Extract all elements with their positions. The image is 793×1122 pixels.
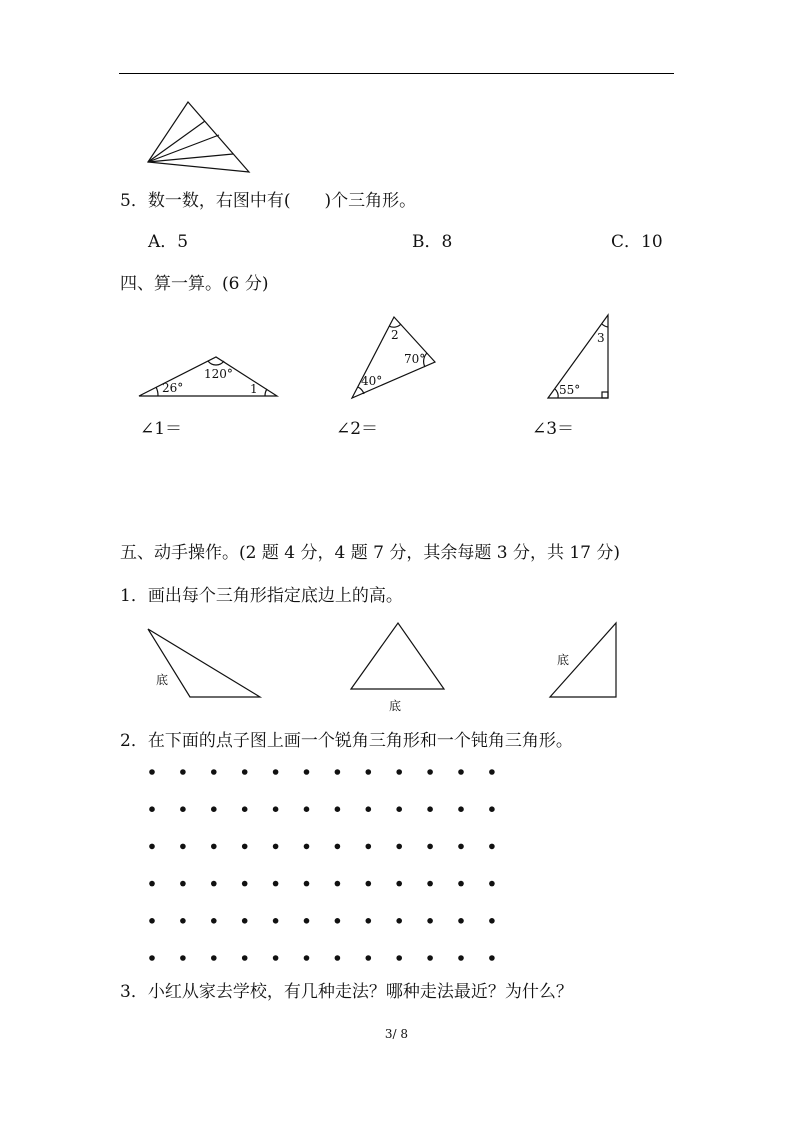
angle-figure-1 — [136, 350, 281, 400]
height-triangle-1 — [145, 626, 265, 702]
grid-dot — [211, 918, 217, 924]
grid-dot — [335, 955, 341, 961]
height-triangle-2 — [348, 620, 448, 692]
grid-dot — [273, 806, 279, 812]
answer-angle-2: ∠2＝ — [336, 419, 379, 439]
grid-dot — [366, 806, 372, 812]
grid-dot — [366, 769, 372, 775]
base-label-3: 底 — [557, 653, 570, 667]
grid-dot — [489, 955, 495, 961]
header-rule — [119, 73, 674, 74]
fig3-angle-3: 3 — [597, 331, 605, 345]
grid-dot — [458, 806, 464, 812]
grid-dot — [273, 955, 279, 961]
page-number: 3/ 8 — [384, 1027, 409, 1041]
grid-dot — [427, 844, 433, 850]
grid-dot — [211, 955, 217, 961]
grid-dot — [211, 769, 217, 775]
grid-dot — [489, 844, 495, 850]
fig2-angle-2: 2 — [391, 328, 399, 342]
grid-dot — [427, 955, 433, 961]
grid-dot — [304, 769, 310, 775]
grid-dot — [396, 806, 402, 812]
grid-dot — [180, 806, 186, 812]
grid-dot — [458, 844, 464, 850]
grid-dot — [242, 806, 248, 812]
grid-dot — [149, 955, 155, 961]
grid-dot — [335, 769, 341, 775]
fig3-angle-55: 55° — [559, 383, 581, 397]
grid-dot — [335, 844, 341, 850]
grid-dot — [304, 881, 310, 887]
grid-dot — [242, 881, 248, 887]
dot-grid — [140, 760, 510, 970]
answer-angle-1: ∠1＝ — [140, 419, 183, 439]
grid-dot — [149, 844, 155, 850]
grid-dot — [304, 844, 310, 850]
grid-dot — [396, 844, 402, 850]
grid-dot — [149, 769, 155, 775]
grid-dot — [211, 806, 217, 812]
grid-dot — [180, 881, 186, 887]
base-label-1: 底 — [156, 673, 169, 687]
grid-dot — [242, 844, 248, 850]
grid-dot — [489, 918, 495, 924]
angle-figure-2 — [346, 312, 441, 402]
fan-triangle-figure — [140, 96, 260, 178]
grid-dot — [273, 769, 279, 775]
fig1-angle-120: 120° — [204, 367, 233, 381]
grid-dot — [396, 955, 402, 961]
q5-option-b: B．8 — [412, 232, 453, 252]
grid-dot — [366, 881, 372, 887]
grid-dot — [427, 918, 433, 924]
q5-option-a: A．5 — [148, 232, 189, 252]
grid-dot — [242, 955, 248, 961]
grid-dot — [335, 806, 341, 812]
grid-dot — [273, 881, 279, 887]
section5-title: 五、动手操作。(2 题 4 分，4 题 7 分，其余每题 3 分，共 17 分) — [120, 543, 621, 563]
grid-dot — [304, 806, 310, 812]
grid-dot — [180, 769, 186, 775]
fig2-angle-40: 40° — [361, 374, 383, 388]
grid-dot — [273, 844, 279, 850]
grid-dot — [489, 806, 495, 812]
grid-dot — [149, 806, 155, 812]
grid-dot — [242, 918, 248, 924]
grid-dot — [458, 918, 464, 924]
grid-dot — [304, 955, 310, 961]
grid-dot — [180, 955, 186, 961]
grid-dot — [489, 881, 495, 887]
grid-dot — [366, 955, 372, 961]
fig1-angle-1: 1 — [250, 382, 258, 396]
section5-q3-label: 3．小红从家去学校，有几种走法？哪种走法最近？为什么？ — [120, 982, 573, 1002]
grid-dot — [427, 769, 433, 775]
section5-q1-label: 1．画出每个三角形指定底边上的高。 — [120, 586, 403, 606]
grid-dot — [273, 918, 279, 924]
q5-option-c: C．10 — [611, 232, 663, 252]
grid-dot — [211, 881, 217, 887]
grid-dot — [366, 844, 372, 850]
grid-dot — [366, 918, 372, 924]
section4-title: 四、算一算。(6 分) — [120, 274, 269, 294]
grid-dot — [458, 881, 464, 887]
grid-dot — [396, 769, 402, 775]
base-label-2: 底 — [389, 699, 402, 713]
grid-dot — [180, 918, 186, 924]
answer-angle-3: ∠3＝ — [532, 419, 575, 439]
grid-dot — [335, 918, 341, 924]
grid-dot — [489, 769, 495, 775]
grid-dot — [427, 881, 433, 887]
grid-dot — [458, 769, 464, 775]
grid-dot — [335, 881, 341, 887]
q5-label: 5．数一数，右图中有( )个三角形。 — [120, 191, 417, 211]
angle-figure-3 — [545, 312, 613, 402]
grid-dot — [427, 806, 433, 812]
section5-q2-label: 2．在下面的点子图上画一个锐角三角形和一个钝角三角形。 — [120, 731, 573, 751]
grid-dot — [396, 918, 402, 924]
grid-dot — [149, 918, 155, 924]
grid-dot — [180, 844, 186, 850]
grid-dot — [304, 918, 310, 924]
grid-dot — [211, 844, 217, 850]
fig2-angle-70: 70° — [404, 352, 426, 366]
fig1-angle-26: 26° — [162, 381, 184, 395]
grid-dot — [242, 769, 248, 775]
grid-dot — [458, 955, 464, 961]
grid-dot — [396, 881, 402, 887]
grid-dot — [149, 881, 155, 887]
